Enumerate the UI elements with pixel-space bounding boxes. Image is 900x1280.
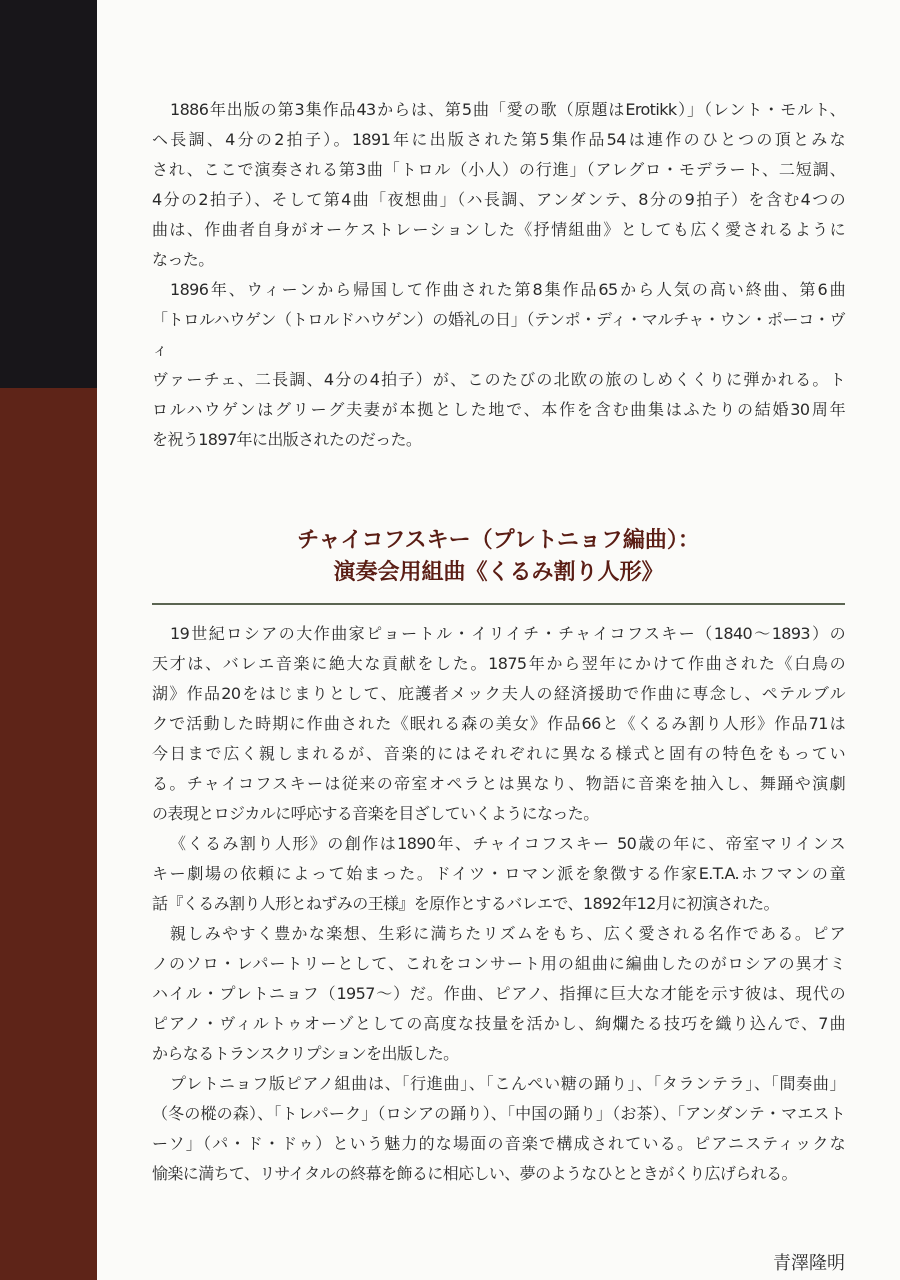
heading-line-1: チャイコフスキー（プレトニョフ編曲）：: [297, 528, 700, 553]
section-tchaikovsky-text: [152, 619, 845, 1189]
text-line: （冬の樅の森）、「トレパーク」（ロシアの踊り）、「中国の踊り」（お茶）、「アンダンテ・マエスト: [152, 1104, 845, 1123]
paragraph: [152, 619, 845, 829]
decorative-band-maroon: [0, 388, 97, 1280]
text-line: ピアノ・ヴィルトゥオーゾとしての高度な技量を活かし、絢爛たる技巧を織り込んで、7曲: [152, 1014, 845, 1033]
text-line: 4分の2拍子）、そして第4曲「夜想曲」（ハ長調、アンダンテ、8分の9拍子）を含む4つの: [152, 190, 845, 209]
text-line: 19世紀ロシアの大作曲家ピョートル・イリイチ・チャイコフスキー（1840～1893）の: [170, 624, 845, 643]
decorative-band-black: [0, 0, 97, 388]
text-line: 湖》作品20をはじまりとして、庇護者メック夫人の経済援助で作曲に専念し、ペテルブル: [152, 684, 845, 703]
text-line: ハイル・プレトニョフ（1957～）だ。作曲、ピアノ、指揮に巨大な才能を示す彼は、現代の: [152, 984, 845, 1003]
heading-divider: [152, 603, 845, 605]
text-line: ロルハウゲンはグリーグ夫妻が本拠とした地で、本作を含む曲集はふたりの結婚30周年: [152, 400, 845, 419]
section-grieg-text: [152, 95, 845, 455]
text-line: 話『くるみ割り人形とねずみの王様』を原作とするバレエで、1892年12月に初演された。: [152, 894, 779, 913]
text-line: 「トロルハウゲン（トロルドハウゲン）の婚礼の日」（テンポ・ディ・マルチャ・ウン・ポーコ・ヴィ: [152, 310, 845, 359]
text-line: 愉楽に満ちて、リサイタルの終幕を飾るに相応しい、夢のようなひとときがくり広げられる。: [152, 1164, 797, 1183]
text-line: ヘ長調、4分の2拍子）。1891年に出版された第5集作品54は連作のひとつの頂とみな: [152, 130, 845, 149]
text-line: ーソ」（パ・ド・ドゥ）という魅力的な場面の音楽で構成されている。ピアニスティックな: [152, 1134, 845, 1153]
text-line: 今日まで広く親しまれるが、音楽的にはそれぞれに異なる様式と固有の特色をもってい: [152, 744, 845, 763]
heading-line-2: 演奏会用組曲《くるみ割り人形》: [333, 560, 664, 585]
text-line: キー劇場の依頼によって始まった。ドイツ・ロマン派を象徴する作家E.T.A.ホフマンの童: [152, 864, 845, 883]
text-line: クで活動した時期に作曲された《眠れる森の美女》作品66と《くるみ割り人形》作品71は: [152, 714, 845, 733]
page-content: [152, 0, 845, 1279]
paragraph: [152, 919, 845, 1069]
text-line: ノのソロ・レパートリーとして、これをコンサート用の組曲に編曲したのがロシアの異才ミ: [152, 954, 845, 973]
text-line: なった。: [152, 250, 214, 269]
text-line: を祝う1897年に出版されたのだった。: [152, 430, 422, 449]
paragraph: [152, 1069, 845, 1189]
text-line: され、ここで演奏される第3曲「トロル（小人）の行進」（アレグロ・モデラート、二短調、: [152, 160, 845, 179]
text-line: る。チャイコフスキーは従来の帝室オペラとは異なり、物語に音楽を抽入し、舞踊や演劇: [152, 774, 845, 793]
section-heading: [152, 525, 845, 589]
text-line: の表現とロジカルに呼応する音楽を目ざしていくようになった。: [152, 804, 599, 823]
text-line: からなるトランスクリプションを出版した。: [152, 1044, 459, 1063]
text-line: 曲は、作曲者自身がオーケストレーションした《抒情組曲》としても広く愛されるように: [152, 220, 845, 239]
text-line: ヴァーチェ、二長調、4分の4拍子）が、このたびの北欧の旅のしめくくりに弾かれる。ト: [152, 370, 845, 389]
text-line: 1886年出版の第3集作品43からは、第5曲「愛の歌（原題はErotikk）」（レント・モルト、: [170, 100, 845, 119]
text-line: 天才は、バレエ音楽に絶大な貢献をした。1875年から翌年にかけて作曲された《白鳥の: [152, 654, 845, 673]
text-line: 1896年、ウィーンから帰国して作曲された第8集作品65から人気の高い終曲、第6曲: [170, 280, 845, 299]
paragraph: [152, 829, 845, 919]
text-line: 親しみやすく豊かな楽想、生彩に満ちたリズムをもち、広く愛される名作である。ピア: [170, 924, 845, 943]
paragraph: [152, 95, 845, 275]
text-line: プレトニョフ版ピアノ組曲は、「行進曲」、「こんぺい糖の踊り」、「タランテラ」、「間奏曲」: [170, 1074, 845, 1093]
paragraph: [152, 275, 845, 455]
text-line: 《くるみ割り人形》の創作は1890年、チャイコフスキー 50歳の年に、帝室マリインス: [170, 834, 845, 853]
author-signature: 青澤隆明: [773, 1253, 845, 1274]
